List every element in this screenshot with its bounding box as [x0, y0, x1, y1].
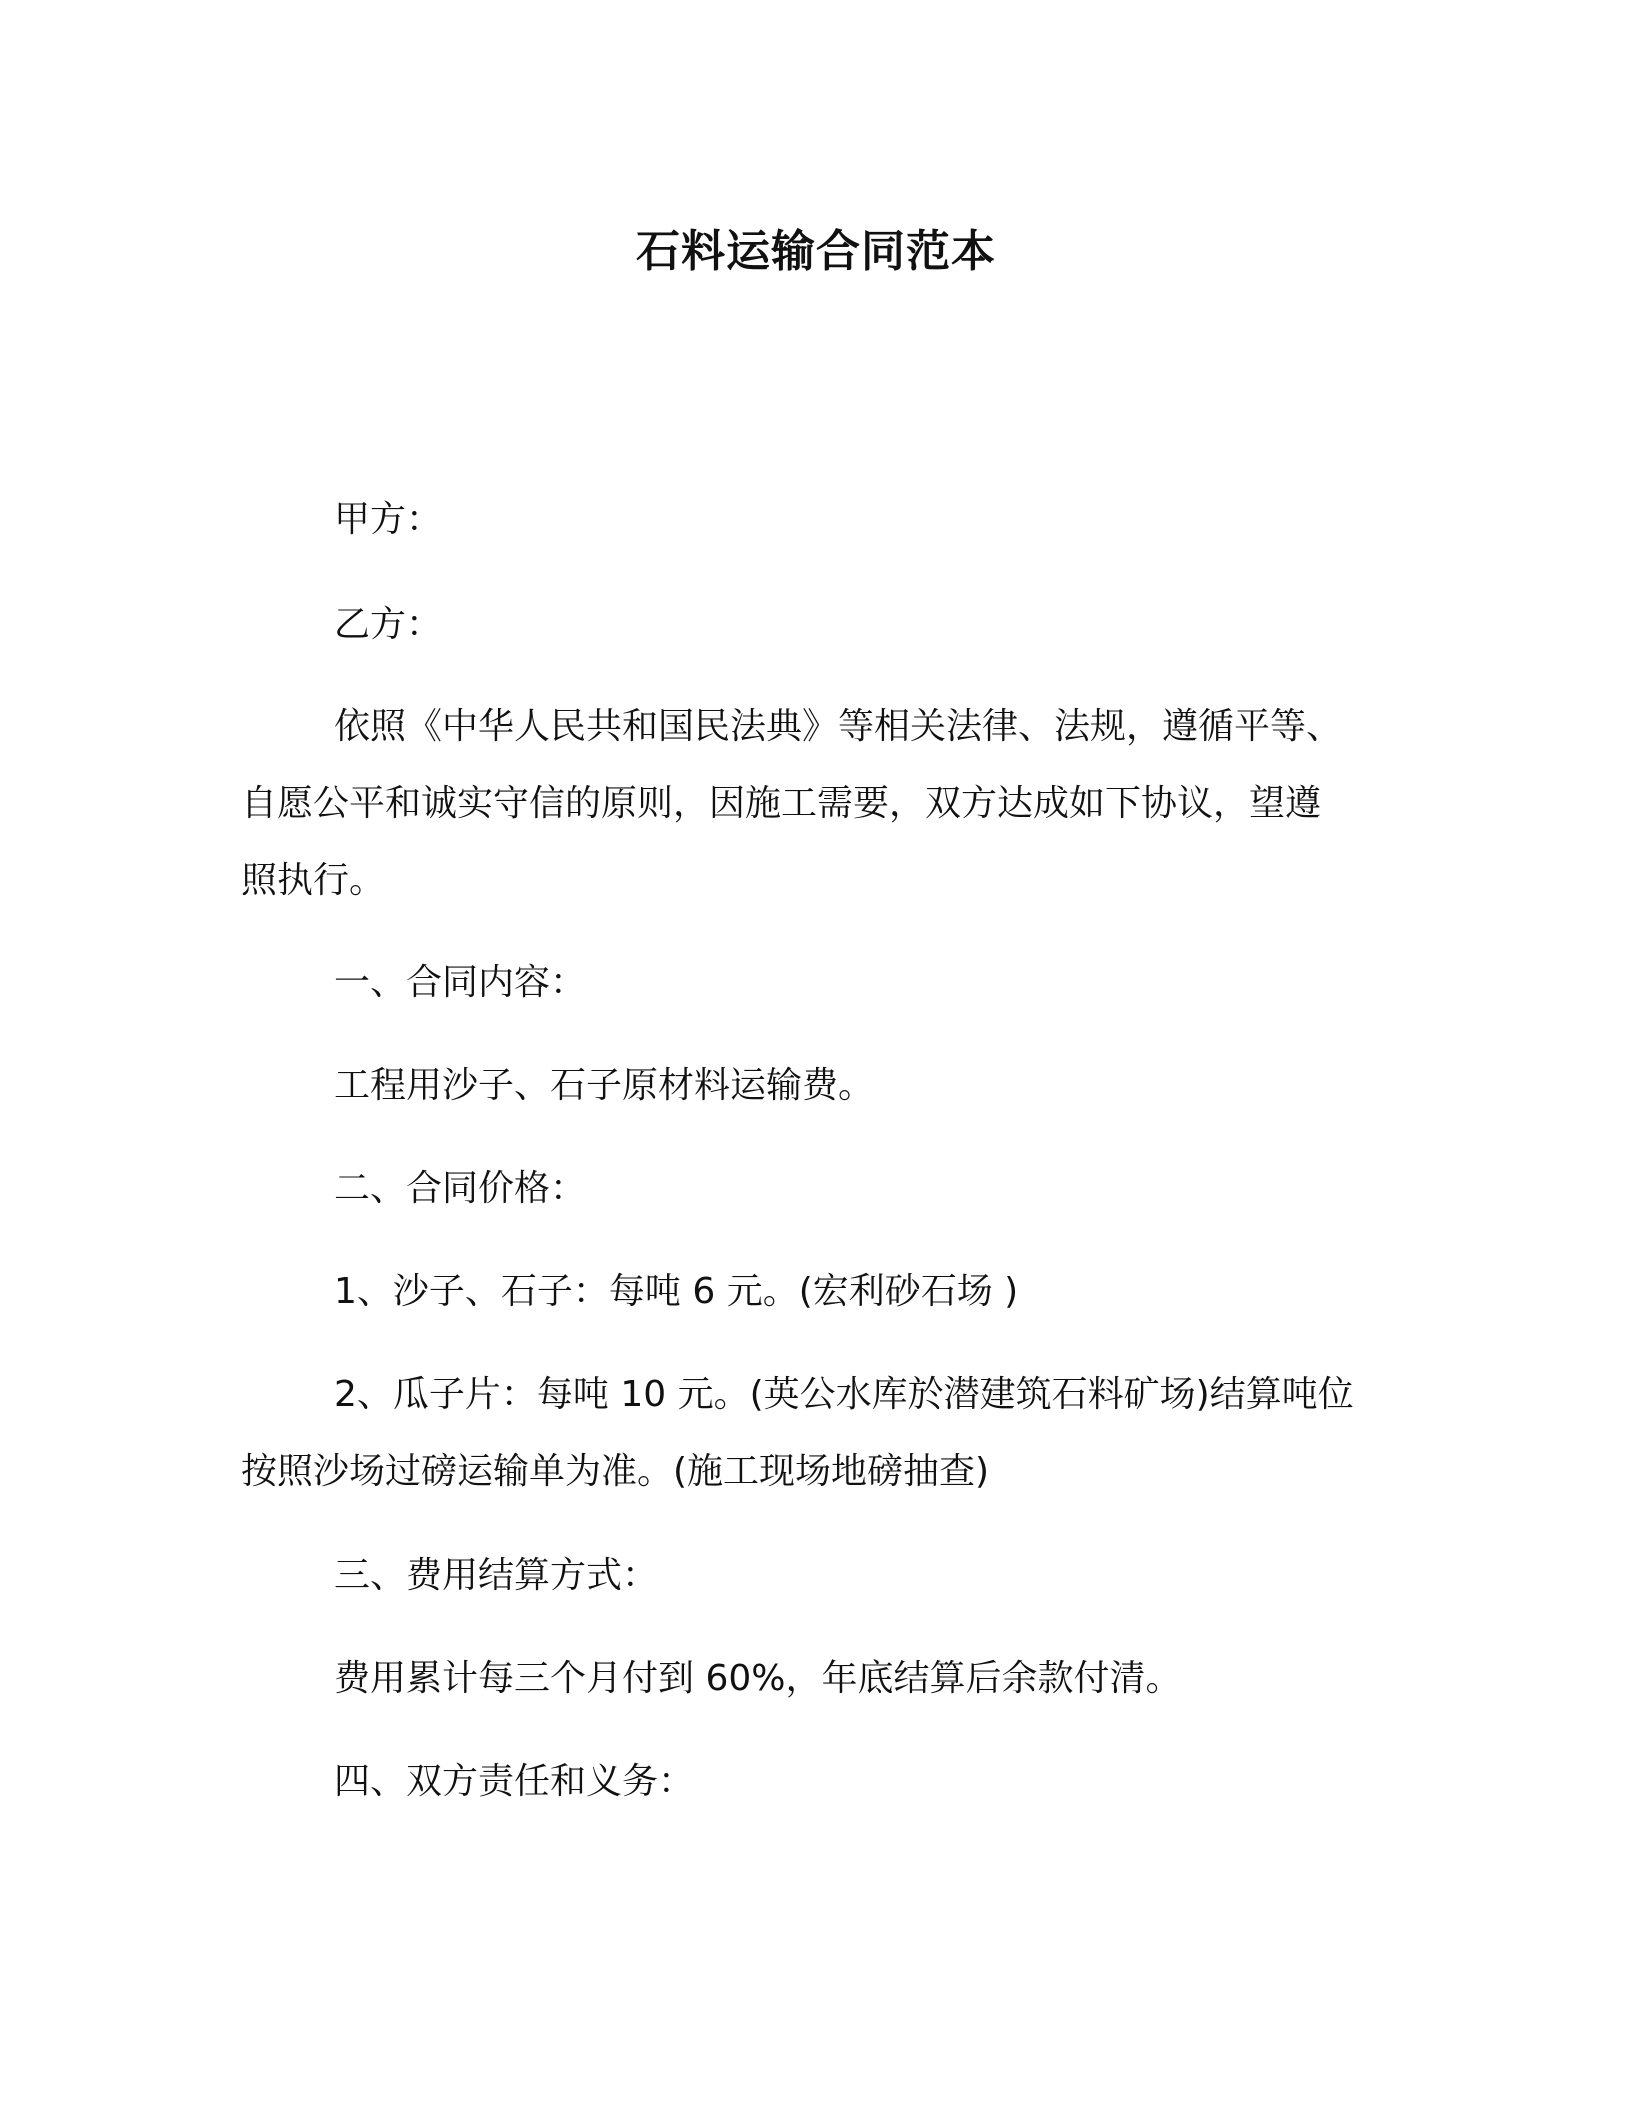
- section-1-text: 工程用沙子、石子原材料运输费。: [334, 1065, 875, 1106]
- section-3-heading: 三、费用结算方式：: [334, 1555, 659, 1596]
- section-2-item-2-line-2: 按照沙场过磅运输单为准。(施工现场地磅抽查): [241, 1451, 990, 1492]
- section-2-heading: 二、合同价格：: [334, 1168, 587, 1209]
- document-title: 石料运输合同范本: [636, 226, 996, 277]
- party-b-label: 乙方：: [334, 604, 443, 645]
- intro-line-3: 照执行。: [241, 860, 386, 901]
- section-4-heading: 四、双方责任和义务：: [334, 1761, 695, 1802]
- party-a-label: 甲方：: [334, 499, 443, 540]
- intro-line-2: 自愿公平和诚实守信的原则，因施工需要，双方达成如下协议，望遵: [241, 783, 1322, 824]
- section-2-item-2-line-1: 2、瓜子片：每吨 10 元。(英公水库於潜建筑石料矿场)结算吨位: [334, 1374, 1354, 1415]
- intro-line-1: 依照《中华人民共和国民法典》等相关法律、法规，遵循平等、: [334, 706, 1343, 747]
- section-1-heading: 一、合同内容：: [334, 962, 587, 1003]
- section-2-item-1: 1、沙子、石子：每吨 6 元。(宏利砂石场 ): [334, 1271, 1019, 1312]
- section-3-text: 费用累计每三个月付到 60%，年底结算后余款付清。: [334, 1658, 1182, 1699]
